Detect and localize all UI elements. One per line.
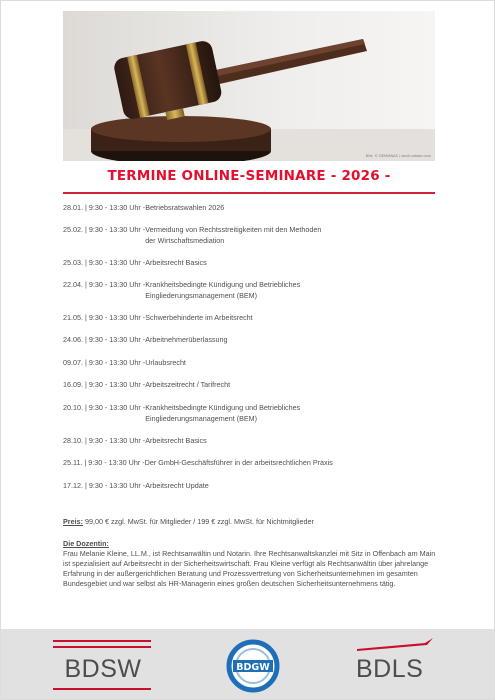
- price-label: Preis:: [63, 517, 83, 526]
- schedule-row: [63, 313, 443, 324]
- schedule-datetime: 24.06. | 9:30 - 13:30 Uhr -: [63, 335, 146, 344]
- bdsw-logo: [53, 640, 153, 692]
- schedule-row: [63, 358, 443, 369]
- bdls-logo-text: BDLS: [356, 655, 424, 683]
- schedule-topic: [145, 313, 443, 324]
- schedule-topic-line: Arbeitsrecht Update: [145, 481, 209, 490]
- schedule-topic-line: der Wirtschaftsmediation: [145, 235, 225, 245]
- bdls-logo: [353, 637, 437, 693]
- schedule-topic: [145, 258, 443, 269]
- schedule-topic: [145, 380, 443, 391]
- schedule-topic-line: Arbeitszeitrecht / Tarifrecht: [145, 380, 231, 389]
- schedule-topic: [145, 203, 443, 214]
- schedule-topic-line: Eingliederungsmanagement (BEM): [145, 290, 258, 300]
- docent-info: [63, 539, 441, 589]
- schedule-topic-line: Krankheitsbedingte Kündigung und Betriebliches: [145, 403, 301, 412]
- schedule-topic: [145, 225, 443, 246]
- schedule-topic-line: Urlaubsrecht: [145, 358, 186, 367]
- image-credit: Bild: © DEMIANAS / stock.adobe.com: [365, 154, 431, 158]
- bdgw-logo: [223, 639, 283, 693]
- hero-image-gavel: [63, 11, 435, 161]
- schedule-topic-line: Krankheitsbedingte Kündigung und Betriebliches: [145, 280, 301, 289]
- schedule-topic-line: Betriebsratswahlen 2026: [145, 203, 225, 212]
- schedule-topic: [145, 481, 443, 492]
- title-divider: [63, 192, 435, 194]
- schedule-row: [63, 380, 443, 391]
- schedule-row: [63, 225, 443, 246]
- schedule-datetime: 25.03. | 9:30 - 13:30 Uhr -: [63, 258, 146, 267]
- docent-label: Die Dozentin:: [63, 539, 109, 548]
- schedule-datetime: 28.10. | 9:30 - 13:30 Uhr -: [63, 436, 146, 445]
- schedule-topic: [145, 335, 443, 346]
- schedule-topic: [145, 358, 443, 369]
- schedule-datetime: 17.12. | 9:30 - 13:30 Uhr -: [63, 481, 146, 490]
- price-text: 99,00 € zzgl. MwSt. für Mitglieder / 199 € zzgl. MwSt. für Nichtmitglieder: [82, 517, 314, 526]
- schedule-row: [63, 280, 443, 301]
- schedule-row: [63, 436, 443, 447]
- bdsw-logo-text: BDSW: [64, 655, 142, 683]
- schedule-topic-line: Schwerbehinderte im Arbeitsrecht: [145, 313, 253, 322]
- schedule-topic-line: Arbeitsrecht Basics: [145, 436, 207, 445]
- footer-logos: [1, 629, 495, 700]
- schedule-topic: [145, 458, 443, 469]
- schedule-topic: [145, 436, 443, 447]
- price-info: [63, 517, 314, 526]
- schedule-datetime: 25.02. | 9:30 - 13:30 Uhr -: [63, 225, 146, 234]
- schedule-datetime: 22.04. | 9:30 - 13:30 Uhr -: [63, 280, 146, 289]
- schedule-topic-line: Vermeidung von Rechtsstreitigkeiten mit den Methoden: [145, 225, 322, 234]
- schedule-topic-line: Arbeitnehmerüberlassung: [145, 335, 228, 344]
- schedule-datetime: 28.01. | 9:30 - 13:30 Uhr -: [63, 203, 146, 212]
- schedule-datetime: 21.05. | 9:30 - 13:30 Uhr -: [63, 313, 146, 322]
- schedule-datetime: 09.07. | 9:30 - 13:30 Uhr -: [63, 358, 146, 367]
- bdgw-emblem-icon: [223, 639, 283, 693]
- schedule-row: [63, 258, 443, 269]
- schedule-row: [63, 203, 443, 214]
- schedule-topic-line: Der GmbH-Geschäftsführer in der arbeitsrechtlichen Praxis: [144, 458, 333, 467]
- schedule-row: [63, 335, 443, 346]
- schedule-row: [63, 458, 443, 469]
- bdsw-logo-bottom-bar: [53, 688, 151, 690]
- bdsw-logo-second-bar: [53, 646, 151, 648]
- schedule-row: [63, 403, 443, 424]
- page-title: TERMINE ONLINE-SEMINARE - 2026 -: [107, 168, 391, 184]
- schedule-row: [63, 481, 443, 492]
- schedule-topic-line: Arbeitsrecht Basics: [145, 258, 207, 267]
- bdgw-logo-text: BDGW: [236, 662, 270, 673]
- schedule-datetime: 16.09. | 9:30 - 13:30 Uhr -: [63, 380, 146, 389]
- schedule-datetime: 20.10. | 9:30 - 13:30 Uhr -: [63, 403, 146, 412]
- docent-text: Frau Melanie Kleine, LL.M., ist Rechtsanwältin und Notarin. Ihre Rechtsanwaltskanzlei mit Sitz in Offenbach am Main ist spezialisiert auf Arbeitsrecht in der Sicherheitswirtschaft. Frau Kleine verfügt als Rechtsanwältin über jahrelange Erfahrung in der außergerichtlichen Beratung und Prozessvertretung von Sicherheitsunternehmen im gesamten Bundesgebiet und war selbst als HR-Managerin eines großen deutschen Sicherheitsunternehmens tätig.: [63, 549, 436, 588]
- bdsw-logo-top-bar: [53, 640, 151, 642]
- gavel-illustration: [63, 11, 435, 161]
- schedule-topic-line: Eingliederungsmanagement (BEM): [145, 413, 258, 423]
- schedule-topic: [145, 403, 443, 424]
- bdls-wing-icon: [353, 637, 437, 657]
- schedule-datetime: 25.11. | 9:30 - 13:30 Uhr -: [63, 458, 145, 467]
- schedule-topic: [145, 280, 443, 301]
